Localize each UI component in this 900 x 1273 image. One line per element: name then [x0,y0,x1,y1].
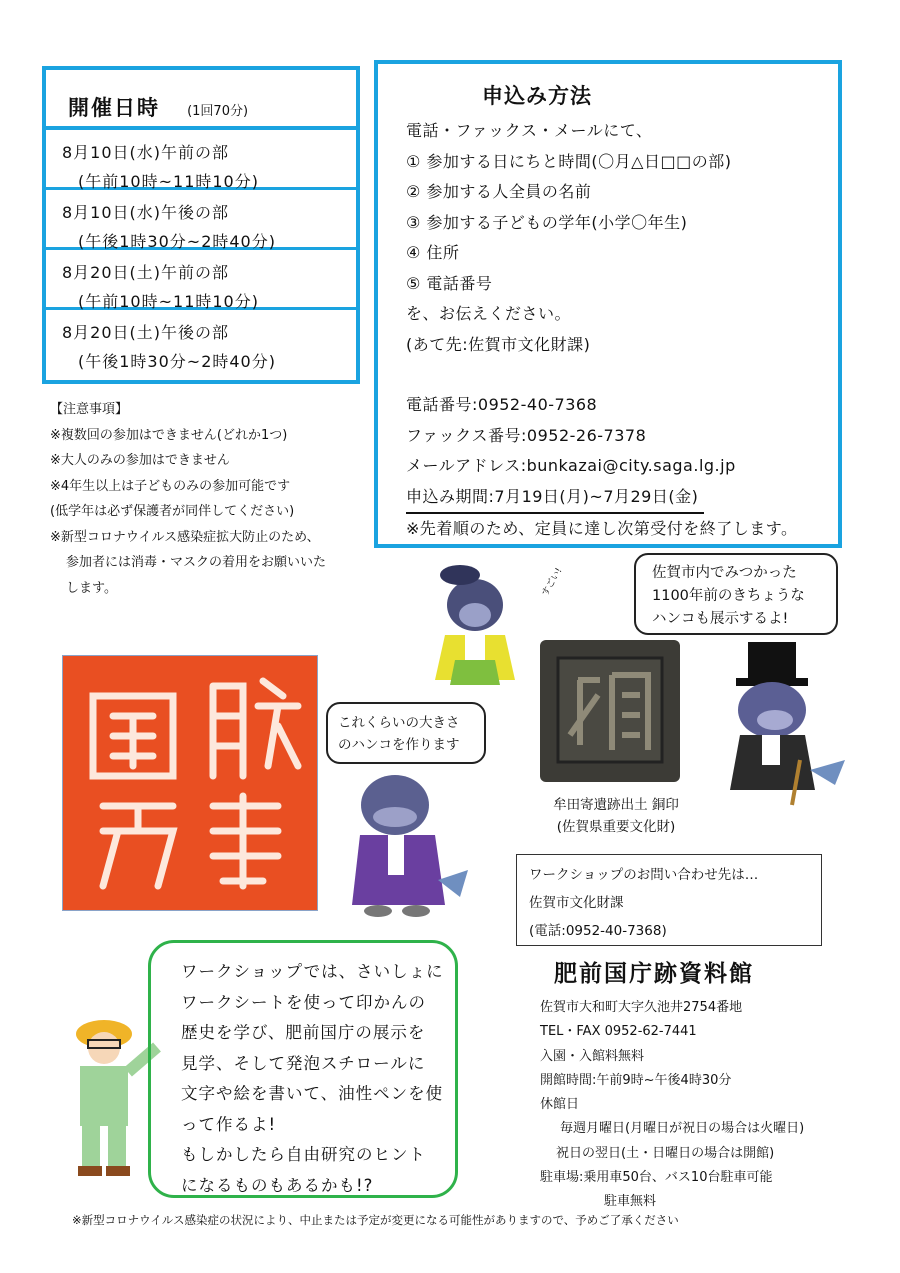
schedule-date: 8月10日(水)午前の部 [62,143,230,162]
apply-item: ③ 参加する子どもの学年(小学〇年生) [406,212,688,232]
notes-item: ※4年生以上は子どものみの参加可能です [50,478,291,494]
caption-line: 牟田寄遺跡出土 銅印 [553,797,679,813]
museum-address: 佐賀市大和町大字久池井2754番地 [540,1000,743,1015]
workshop-line: って作るよ! [181,1114,277,1134]
bubble-line: 佐賀市内でみつかった [652,565,797,581]
apply-item: ④ 住所 [406,243,460,262]
schedule-header [46,70,356,130]
notes-item: ※新型コロナウイルス感染症拡大防止のため、 [50,529,320,545]
schedule-row [46,190,356,250]
museum-parking: 駐車場:乗用車50台、バス10台駐車可能 [540,1170,773,1186]
schedule-box [42,66,360,384]
schedule-date: 8月20日(土)午後の部 [62,323,230,342]
museum-info [540,955,880,1215]
notes-item: (低学年は必ず保護者が同伴してください) [50,504,295,519]
workshop-line: もしかしたら自由研究のヒント [181,1145,426,1164]
museum-hours: 開館時間:午前9時~午後4時30分 [540,1072,732,1088]
apply-item: ⑤ 電話番号 [406,273,493,293]
museum-tel: TEL・FAX 0952-62-7441 [540,1024,697,1040]
bubble-line: 1100年前のきちょうな [652,588,805,604]
speech-bubble-right [634,553,838,635]
caption-line: (佐賀県重要文化財) [556,819,676,835]
apply-intro: 電話・ファックス・メールにて、 [406,121,653,140]
apply-fax: ファックス番号:0952-26-7378 [406,425,647,445]
workshop-line: ワークショップでは、さいしょに [181,962,444,981]
workshop-line: ワークシートを使って印かんの [181,992,426,1012]
schedule-row [46,310,356,370]
museum-closed: 毎週月曜日(月曜日が祝日の場合は火曜日) [560,1121,805,1137]
contact-box [516,854,822,946]
schedule-row [46,250,356,310]
character-exclaim: すごい! [540,566,565,599]
notes-item: 参加者には消毒・マスクの着用をお願いいた [66,555,327,570]
notes-item: ※大人のみの参加はできません [50,453,230,468]
apply-closing: を、お伝えください。 [406,304,572,323]
apply-period: 申込み期間:7月19日(月)~7月29日(金) [406,482,704,515]
apply-item: ① 参加する日にちと時間(〇月△日□□の部) [406,151,732,171]
notes-title: 【注意事項】 [50,402,129,417]
bubble-line: のハンコを作ります [338,737,460,753]
workshop-line: 見学、そして発泡スチロールに [181,1053,426,1073]
speech-bubble-left [326,702,486,764]
schedule-time: (午前10時~11時10分) [78,172,259,191]
workshop-description [148,940,458,1198]
bubble-line: ハンコも展示するよ! [652,611,789,627]
museum-parking-fee: 駐車無料 [604,1194,657,1210]
writing-character-icon [340,765,470,920]
apply-notice: ※先着順のため、定員に達し次第受付を終了します。 [406,519,798,538]
museum-name: 肥前国庁跡資料館 [554,961,754,987]
notes [50,397,370,601]
apply-phone: 電話番号:0952-40-7368 [406,395,598,414]
workshop-line: 歴史を学び、肥前国庁の展示を [181,1023,426,1042]
bronze-seal-caption [536,794,696,838]
contact-line: 佐賀市文化財課 [529,895,624,911]
schedule-time: (午後1時30分~2時40分) [78,352,276,371]
schedule-title: 開催日時 [68,96,160,120]
gentleman-character-icon [700,640,850,810]
workshop-line: 文字や絵を書いて、油性ペンを使 [181,1084,444,1103]
notes-item: します。 [66,580,117,596]
contact-line: ワークショップのお問い合わせ先は… [529,867,759,883]
bubble-line: これくらいの大きさ [338,715,460,731]
schedule-subtitle: (1回70分) [187,104,249,119]
museum-fee: 入園・入館料無料 [540,1048,645,1064]
workshop-line: になるものもあるかも!? [181,1175,374,1195]
seal-impression-image [62,655,318,911]
museum-closed: 祝日の翌日(土・日曜日の場合は開館) [556,1145,775,1161]
apply-title: 申込み方法 [482,84,592,108]
apply-box [374,60,842,548]
apply-addressee: (あて先:佐賀市文化財課) [406,334,591,354]
apply-item: ② 参加する人全員の名前 [406,182,592,201]
schedule-time: (午前10時~11時10分) [78,292,259,311]
notes-item: ※複数回の参加はできません(どれか1つ) [50,427,288,443]
bronze-glyph-icon [540,640,680,782]
apply-email: メールアドレス:bunkazai@city.saga.lg.jp [406,456,736,475]
bronze-seal-image [540,640,680,782]
footer-note: ※新型コロナウイルス感染症の状況により、中止または予定が変更になる可能性がありますので、予めご了承ください [72,1213,679,1227]
schedule-time: (午後1時30分~2時40分) [78,232,276,251]
schedule-date: 8月20日(土)午前の部 [62,263,230,282]
contact-line: (電話:0952-40-7368) [529,923,667,939]
spacer [406,360,838,390]
seal-glyph-icon [63,656,317,910]
worker-character-icon [62,1012,162,1180]
schedule-date: 8月10日(水)午後の部 [62,203,230,222]
schedule-row [46,130,356,190]
museum-closed-label: 休館日 [540,1097,580,1113]
samurai-character-icon [420,560,530,690]
